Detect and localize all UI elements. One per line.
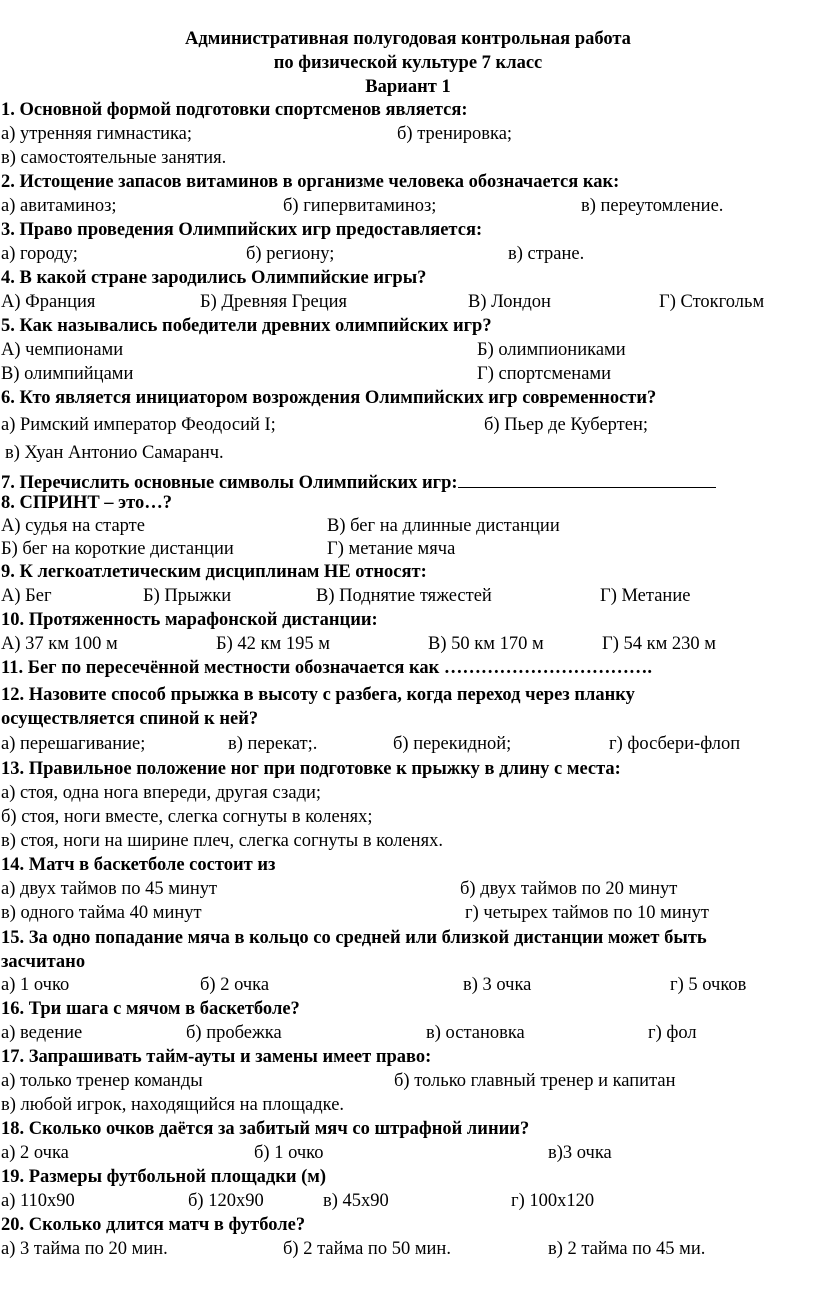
answer-18b: б) 1 очко (254, 1143, 324, 1163)
question-2: 2. Истощение запасов витаминов в организме человека обозначается как: (1, 172, 620, 192)
answer-19a: а) 110х90 (1, 1191, 75, 1211)
answers-17 (0, 1069, 816, 1093)
answer-17a: а) только тренер команды (1, 1071, 203, 1091)
answer-2a: а) авитаминоз; (1, 196, 117, 216)
answer-5c: В) олимпийцами (1, 364, 134, 384)
answer-3a: а) городу; (1, 244, 78, 264)
question-14: 14. Матч в баскетболе состоит из (1, 855, 276, 875)
answers-1 (0, 122, 816, 146)
answers-16 (0, 1021, 816, 1045)
answer-12c: б) перекидной; (393, 734, 512, 754)
answers-5-cont (0, 362, 816, 386)
answer-15a: а) 1 очко (1, 975, 70, 995)
answer-2b: б) гипервитаминоз; (283, 196, 437, 216)
answer-4a: А) Франция (1, 292, 96, 312)
answer-blank-line[interactable] (458, 469, 716, 488)
answer-12d: г) фосбери-флоп (609, 734, 741, 754)
question-16: 16. Три шага с мячом в баскетболе? (1, 999, 300, 1019)
question-5: 5. Как назывались победители древних олимпийских игр? (1, 316, 492, 336)
question-9: 9. К легкоатлетическим дисциплинам НЕ относят: (1, 562, 427, 582)
answer-18a: а) 2 очка (1, 1143, 69, 1163)
doc-subtitle: по физической культуре 7 класс (273, 53, 543, 73)
question-4: 4. В какой стране зародились Олимпийские игры? (1, 268, 427, 288)
answer-10a: А) 37 км 100 м (1, 634, 118, 654)
answer-4b: Б) Древняя Греция (200, 292, 348, 312)
answer-16d: г) фол (648, 1023, 697, 1043)
question-13: 13. Правильное положение ног при подготовке к прыжку в длину с места: (1, 759, 621, 779)
answer-16b: б) пробежка (186, 1023, 282, 1043)
question-1: 1. Основной формой подготовки спортсменов является: (1, 100, 468, 120)
variant-label: Вариант 1 (365, 77, 451, 97)
answers-15 (0, 973, 816, 997)
answer-14b: б) двух таймов по 20 минут (460, 879, 678, 899)
question-15-cont: засчитано (1, 952, 86, 972)
answers-9 (0, 584, 816, 608)
answer-15b: б) 2 очка (200, 975, 270, 995)
answers-10 (0, 632, 816, 656)
answers-1-cont (0, 146, 816, 170)
answers-17-cont (0, 1093, 816, 1117)
answer-6a: а) Римский император Феодосий I; (1, 415, 276, 435)
answer-18c: в)3 очка (548, 1143, 612, 1163)
answer-19d: г) 100х120 (511, 1191, 595, 1211)
answers-6 (0, 413, 816, 437)
answer-14c: в) одного тайма 40 минут (1, 903, 202, 923)
answer-5b: Б) олимпиониками (477, 340, 626, 360)
answer-1a: а) утренняя гимнастика; (1, 124, 193, 144)
question-19: 19. Размеры футбольной площадки (м) (1, 1167, 327, 1187)
question-17: 17. Запрашивать тайм-ауты и замены имеет право: (1, 1047, 432, 1067)
answer-3b: б) региону; (246, 244, 335, 264)
answer-1c: в) самостоятельные занятия. (1, 148, 227, 168)
answer-6c: в) Хуан Антонио Самаранч. (5, 443, 224, 463)
question-12: 12. Назовите способ прыжка в высоту с разбега, когда переход через планку (1, 685, 635, 705)
answer-16a: а) ведение (1, 1023, 83, 1043)
answers-14-cont (0, 901, 816, 925)
answer-8c: В) бег на длинные дистанции (327, 516, 560, 536)
answer-15c: в) 3 очка (463, 975, 532, 995)
answer-19c: в) 45х90 (323, 1191, 389, 1211)
answer-16c: в) остановка (426, 1023, 525, 1043)
answer-12a: а) перешагивание; (1, 734, 146, 754)
question-12-cont: осуществляется спиной к ней? (1, 709, 259, 729)
answers-14 (0, 877, 816, 901)
answer-2c: в) переутомление. (581, 196, 724, 216)
answers-8-cont (0, 537, 816, 561)
answer-5a: А) чемпионами (1, 340, 124, 360)
answers-12 (0, 732, 816, 756)
answer-5d: Г) спортсменами (477, 364, 612, 384)
question-6: 6. Кто является инициатором возрождения Олимпийских игр современности? (1, 388, 657, 408)
answers-8 (0, 514, 816, 538)
answers-2 (0, 194, 816, 218)
answer-15d: г) 5 очков (670, 975, 747, 995)
answer-9a: А) Бег (1, 586, 52, 606)
answer-3c: в) стране. (508, 244, 585, 264)
answer-20c: в) 2 тайма по 45 ми. (548, 1239, 706, 1259)
question-7: 7. Перечислить основные символы Олимпийских игр: (0, 469, 816, 493)
answer-4d: Г) Стокгольм (659, 292, 765, 312)
answer-14a: а) двух таймов по 45 минут (1, 879, 218, 899)
answer-13b: б) стоя, ноги вместе, слегка согнуты в коленях; (1, 807, 373, 827)
answers-18 (0, 1141, 816, 1165)
question-11: 11. Бег по пересечённой местности обозначается как ……………………………. (1, 658, 653, 678)
answer-19b: б) 120х90 (188, 1191, 264, 1211)
answer-8b: Б) бег на короткие дистанции (1, 539, 234, 559)
answer-8d: Г) метание мяча (327, 539, 456, 559)
question-20: 20. Сколько длится матч в футболе? (1, 1215, 306, 1235)
answer-13c: в) стоя, ноги на ширине плеч, слегка согнуты в коленях. (1, 831, 443, 851)
question-18: 18. Сколько очков даётся за забитый мяч со штрафной линии? (1, 1119, 530, 1139)
answer-17c: в) любой игрок, находящийся на площадке. (1, 1095, 345, 1115)
answer-9b: Б) Прыжки (143, 586, 232, 606)
answers-5 (0, 338, 816, 362)
answer-10b: Б) 42 км 195 м (216, 634, 330, 654)
answer-10d: Г) 54 км 230 м (602, 634, 717, 654)
answers-19 (0, 1189, 816, 1213)
question-10: 10. Протяженность марафонской дистанции: (1, 610, 378, 630)
answer-9c: В) Поднятие тяжестей (316, 586, 492, 606)
answer-12b: в) перекат;. (228, 734, 318, 754)
answer-17b: б) только главный тренер и капитан (394, 1071, 676, 1091)
answers-20 (0, 1237, 816, 1261)
answers-3 (0, 242, 816, 266)
answer-8a: А) судья на старте (1, 516, 145, 536)
answer-13a: а) стоя, одна нога впереди, другая сзади; (1, 783, 322, 803)
question-15: 15. За одно попадание мяча в кольцо со средней или близкой дистанции может быть (1, 928, 707, 948)
question-8: 8. СПРИНТ – это…? (1, 493, 173, 513)
answer-1b: б) тренировка; (397, 124, 513, 144)
answer-4c: В) Лондон (468, 292, 551, 312)
answers-6-cont (0, 441, 816, 465)
answer-20b: б) 2 тайма по 50 мин. (283, 1239, 451, 1259)
answer-9d: Г) Метание (600, 586, 691, 606)
answer-6b: б) Пьер де Кубертен; (484, 415, 649, 435)
answer-14d: г) четырех таймов по 10 минут (465, 903, 709, 923)
doc-title: Административная полугодовая контрольная работа (185, 29, 631, 49)
answer-10c: В) 50 км 170 м (428, 634, 544, 654)
question-3: 3. Право проведения Олимпийских игр предоставляется: (1, 220, 483, 240)
answer-20a: а) 3 тайма по 20 мин. (1, 1239, 168, 1259)
answers-4 (0, 290, 816, 314)
